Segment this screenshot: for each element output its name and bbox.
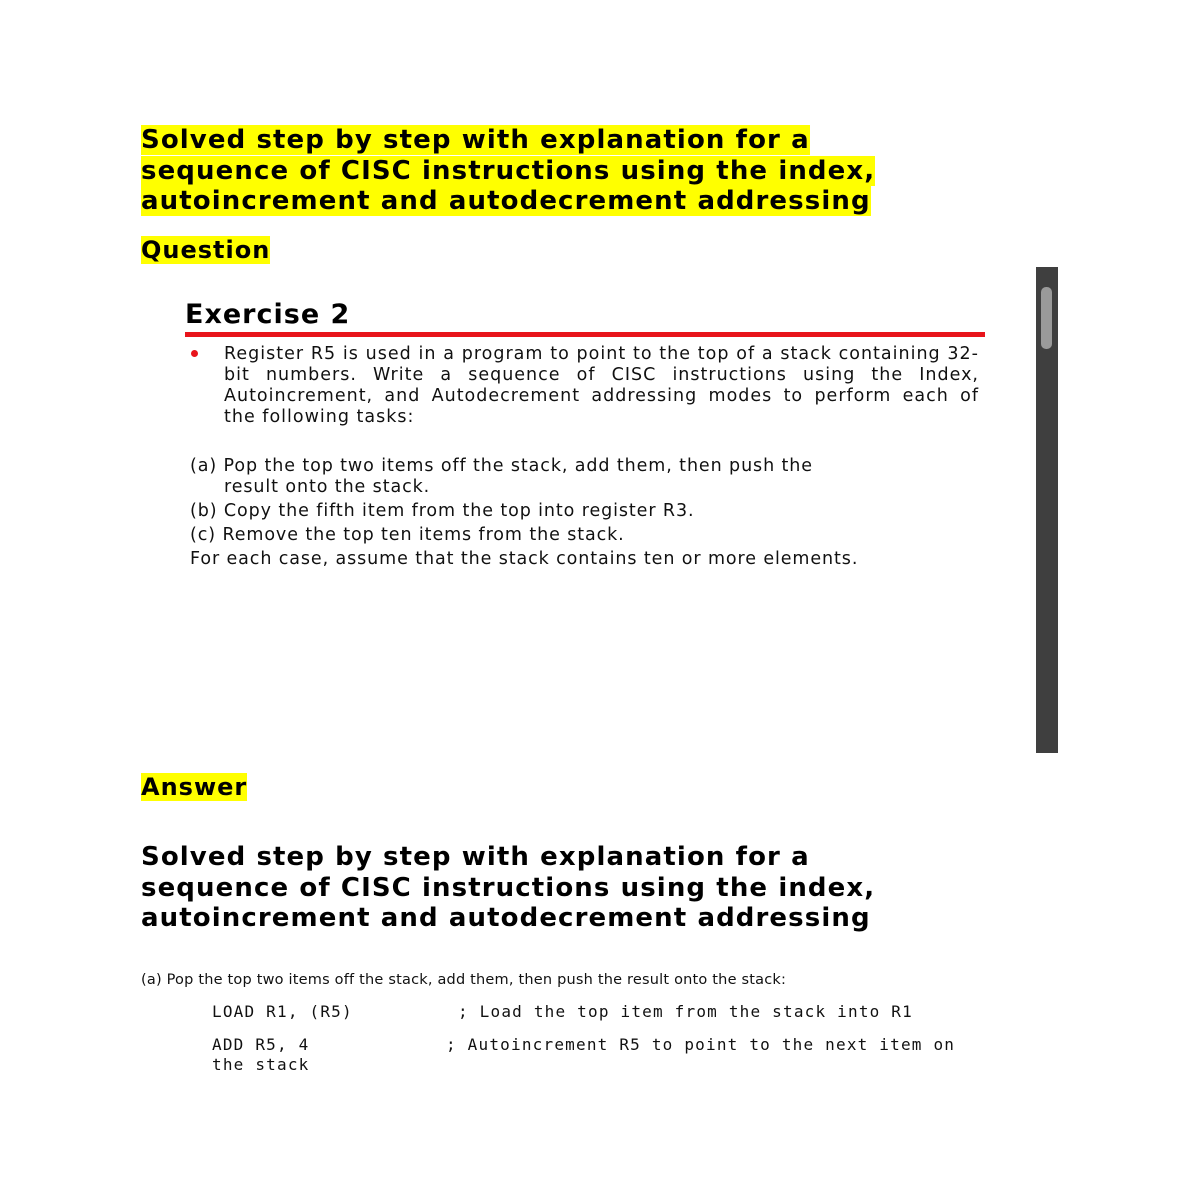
answer-label: Answer: [141, 773, 248, 801]
code-line-1-comment: ; Load the top item from the stack into R1: [458, 1002, 913, 1021]
code-line-2-comment-wrap: the stack: [212, 1055, 310, 1074]
exercise-description: Register R5 is used in a program to point to the top of a stack containing 32-bit numbers. Write a sequence of CISC instructions using the Index, Autoincrement, and Autodecrement addressing modes to perform each of the following tasks:: [224, 344, 979, 427]
title-line-1: Solved step by step with explanation for a: [141, 125, 810, 155]
task-a-line1: (a) Pop the top two items off the stack, add them, then push the: [190, 456, 813, 476]
question-label: Question: [141, 236, 271, 264]
answer-title-line-2: sequence of CISC instructions using the index,: [141, 872, 876, 903]
code-line-2-comment: ; Autoincrement R5 to point to the next item on: [446, 1035, 956, 1054]
title-line-2: sequence of CISC instructions using the index,: [141, 155, 876, 186]
task-a: [190, 456, 980, 498]
answer-title-line-3: autoincrement and autodecrement addressing: [141, 903, 871, 933]
code-line-2-instruction: ADD R5, 4: [212, 1035, 310, 1054]
answer-part-a-heading: (a) Pop the top two items off the stack, add them, then push the result onto the stack:: [141, 972, 787, 988]
exercise-title-rule: [185, 332, 985, 337]
exercise-title: Exercise 2: [185, 299, 351, 330]
page-title: [141, 125, 1001, 217]
vertical-scrollbar[interactable]: [1036, 267, 1058, 753]
answer-title-line-1: Solved step by step with explanation for a: [141, 842, 810, 872]
question-heading: [141, 236, 270, 265]
task-assumption-note: For each case, assume that the stack contains ten or more elements.: [190, 549, 859, 569]
task-c: (c) Remove the top ten items from the stack.: [190, 525, 625, 545]
task-a-line2: result onto the stack.: [224, 477, 431, 497]
answer-heading: [141, 773, 247, 802]
code-line-1-instruction: LOAD R1, (R5): [212, 1002, 353, 1021]
scrollbar-thumb[interactable]: [1041, 287, 1052, 349]
title-line-3: autoincrement and autodecrement addressing: [141, 186, 871, 216]
answer-title: [141, 842, 1001, 934]
bullet-icon: [191, 350, 198, 357]
exercise-slide-image: [141, 268, 999, 754]
task-b: (b) Copy the fifth item from the top into register R3.: [190, 501, 695, 521]
